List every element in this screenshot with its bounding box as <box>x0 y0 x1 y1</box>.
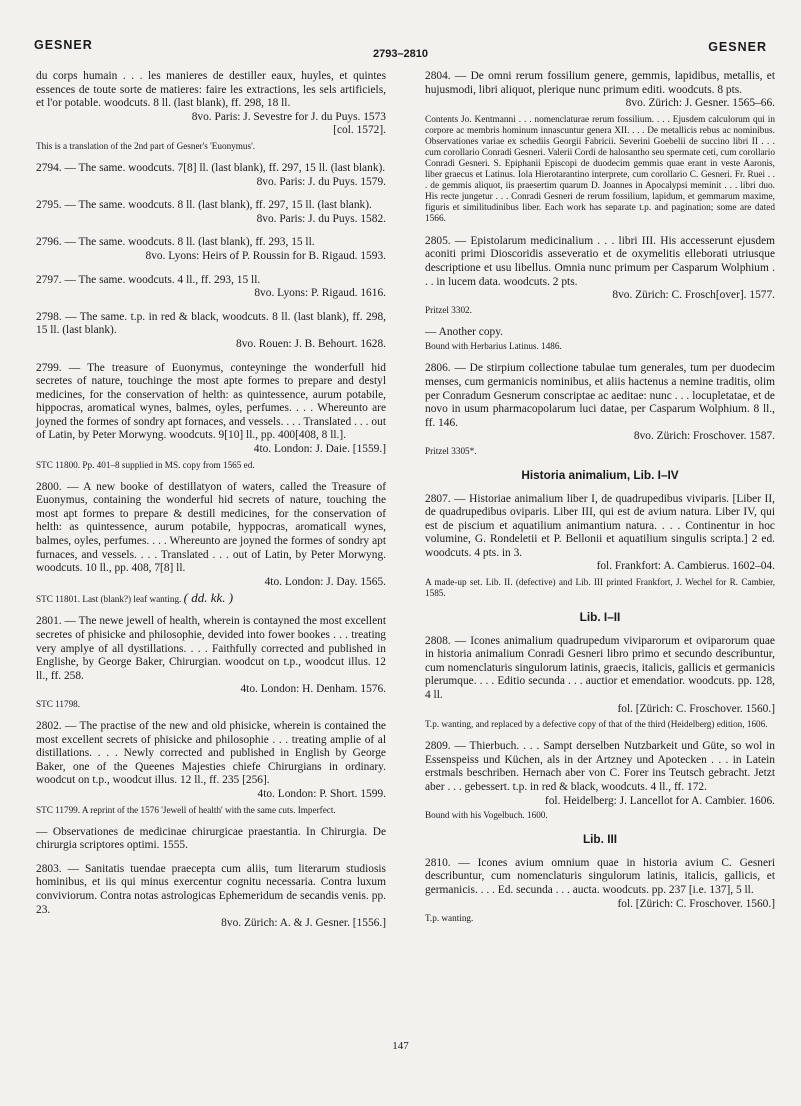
section-heading-lib-iii: Lib. III <box>582 832 618 847</box>
entry-note: Bound with Herbarius Latinus. 1486. <box>425 341 562 352</box>
entry-2794 <box>36 162 386 189</box>
entry-imprint: 8vo. Zürich: C. Frosch[over]. 1577. <box>612 289 775 302</box>
entry-imprint: fol. Frankfort: A. Cambierus. 1602–04. <box>596 560 775 573</box>
entry-note: STC 11798. <box>36 698 81 709</box>
running-header <box>34 38 767 64</box>
entry-imprint: 8vo. Lyons: P. Rigaud. 1616. <box>254 287 386 300</box>
entry-imprint: 8vo. Rouen: J. B. Behourt. 1628. <box>236 337 386 350</box>
entry-note: This is a translation of the 2nd part of Gesner's 'Euonymus'. <box>36 140 256 151</box>
entry-text: 2806. — De stirpium collectione tabulae tum generales, tum per duodecim menses, cum germanicis nominibus, et aliis hactenus a nemine traditis, olim per Conradum Gesnerum conscriptae ac aeditae: nunc . . . locupletatae, et de novo in usum pharmacopolarum luci datae, per Casparum Wolphium. 8 ll., ff. 146. <box>425 362 775 429</box>
entry-note: A made-up set. Lib. II. (defective) and Lib. III printed Frankfort, J. Wechel for R. Cambier, 1585. <box>425 577 775 599</box>
entry-text: 2799. — The treasure of Euonymus, conteyninge the wonderfull hid secretes of nature, touchinge the most apte formes to prepare and destyl medicines, for the conservation of helth: as quintessence, aurum potabile, hippocras, aromatical wynes, balmes, oyles, perfumes. . . . Whereunto are joyned the formes of sondry apt fornaces, and vessels. . . . Translated . . . out of Latin, by Peter Morwyng. woodcuts. 9[10] ll., pp. 400[408, 8 ll.]. <box>36 361 386 442</box>
entry-note: Bound with his Vogelbuch. 1600. <box>425 810 548 821</box>
entry-note <box>36 592 386 605</box>
entry-text: — Another copy. <box>425 325 504 338</box>
entry-imprint: fol. [Zürich: C. Froschover. 1560.] <box>617 897 775 910</box>
entry-2807 <box>425 493 775 600</box>
entry-text: — Observationes de medicinae chirurgicae praestantia. In Chirurgia. De chirurgia scriptores optimi. 1555. <box>36 825 386 852</box>
handwritten-annotation: ( dd. kk. ) <box>183 590 234 606</box>
entry-imprint: 8vo. Zürich: J. Gesner. 1565–66. <box>625 97 775 110</box>
entry-text: 2800. — A new booke of destillatyon of waters, called the Treasure of Euonymus, containing the wonderful hid secrets of nature, touching the most apt formes to prepare & destill medicines, for the conservation of helth: as quintessence, aurum potabile, hyppocras, aromaticall wynes, balmes, oyles, perfumes. . . . Whereunto are joyned the formes of sondry apt furnaces, and vessels. . . . Translated . . . out of Latin, by Peter Morwyng. woodcuts. 10 ll., pp. 408, 7[8] ll. <box>36 480 386 575</box>
left-column <box>36 70 386 941</box>
note-text: STC 11801. Last (blank?) leaf wanting. <box>36 594 182 605</box>
entry-text: 2794. — The same. woodcuts. 7[8] ll. (last blank), ff. 297, 15 ll. (last blank). <box>36 161 386 174</box>
entry-2806 <box>425 362 775 457</box>
entry-text: 2797. — The same. woodcuts. 4 ll., ff. 293, 15 ll. <box>36 273 261 286</box>
entry-imprint-colophon: [col. 1572]. <box>333 124 386 137</box>
entry-imprint: 4to. London: H. Denham. 1576. <box>240 683 386 696</box>
entry-imprint: 8vo. Paris: J. du Puys. 1579. <box>256 175 386 188</box>
entry-imprint: 4to. London: J. Day. 1565. <box>264 575 386 588</box>
header-left-author: GESNER <box>34 38 93 52</box>
entry-2797 <box>36 274 386 301</box>
entry-text: 2795. — The same. woodcuts. 8 ll. (last blank), ff. 297, 15 ll. (last blank). <box>36 199 372 212</box>
entry-2805 <box>425 235 775 316</box>
entry-text: 2805. — Epistolarum medicinalium . . . libri III. His accesserunt ejusdem aconiti primi Dioscoridis asseveratio et de oxymelitis elleborati utriusque descriptione et usu libellus. Omnia nunc primum per Casparum Wolphium . . . in lucem data. woodcuts. 2 pts. <box>425 234 775 288</box>
entry-2803 <box>36 863 386 931</box>
entry-2810 <box>425 857 775 924</box>
entry-2804 <box>425 70 775 225</box>
entry-2801 <box>36 615 386 710</box>
page-number: 147 <box>392 1040 409 1052</box>
right-column <box>425 70 775 934</box>
entry-text: 2802. — The practise of the new and old phisicke, wherein is contained the most excellent secrets of phisicke and philosophie . . . treating amplie of al distillations. . . . Newly corrected and published in English by George Baker, one of the Queenes Majesties chiefe Chirurgians in ordinary. woodcut on t.p., woodcut illus. 12 ll., ff. 235 [256]. <box>36 719 386 787</box>
entry-imprint: 8vo. Paris: J. du Puys. 1582. <box>256 212 386 225</box>
entry-text: 2809. — Thierbuch. . . . Sampt derselben Nutzbarkeit und Güte, so wol in Essenspeiss und Küchen, als in der Artzney und Apotecken . . . in Latein erstmals beschriben. Hernach aber von C. Forer ins Teutsch gebracht. Jetzt aber . . . gebessert. t.p. in red & black, woodcuts. 4 ll., ff. 172. <box>425 740 775 793</box>
entry-2800 <box>36 481 386 606</box>
entry-note: Pritzel 3305*. <box>425 445 477 456</box>
entry-text: 2808. — Icones animalium quadrupedum viviparorum et oviparorum quae in historia animalium Conradi Gesneri libro primo et secundo describuntur, cum nomenclaturis singulorum latinis, graecis, italicis, gallicis et germanicis plerumque. . . . Editio secunda . . . auctior et emendatior. woodcuts. pp. 128, 4 ll. <box>425 634 775 702</box>
entry-contents-note: Contents Jo. Kentmanni . . . nomenclaturae rerum fossilium. . . . Ejusdem calculorum qui in corpore ac membris hominum innascuntur genera XII. . . . De metallicis rebus ac nominibus. Observationes variae ex schediis Georgii Fabricii. Severini Goebelii de succino libri II . . . cum corollario Conradi Gesneri. Valerii Cordi de halosantho seu spermate ceti, cum corollario Conradi Gesneri. S. Epiphanii Episcopi de duodecim gemmis quae erant in veste Aaronis, liber graecus et Latinus. Iola Hierotarantino interprete, cum corollario C. Gesneri. Fr. Ruei . . . de gemmis aliquot, iis praesertim quarum D. Joannes in Apocalypsi meminit . . . libri duo. His recte jungetur . . . Conradi Gesneri de rerum fossilium, lapidum, et gemmarum maxime, figuris et similitudinibus liber. Each work has separate t.p. and pagination; some are dated 1566. <box>425 114 775 224</box>
entry-text: 2801. — The newe jewell of health, wherein is contayned the most excellent secretes of phisicke and philosophie, devided into fower bookes . . . treating very amplye of all dystillations. . . . Faithfully corrected and published in Englishe, by George Baker, Chirurgian. woodcut on t.p., woodcut illus. 12 ll., ff. 258. <box>36 615 386 682</box>
entry-2808 <box>425 635 775 731</box>
section-heading-lib-i-ii: Lib. I–II <box>579 610 621 625</box>
entry-2805-another-copy <box>425 326 775 353</box>
entry-2795 <box>36 199 386 226</box>
entry-note: Pritzel 3302. <box>425 304 472 315</box>
entry-imprint: 8vo. Lyons: Heirs of P. Roussin for B. Rigaud. 1593. <box>145 249 386 262</box>
entry-text: 2810. — Icones avium omnium quae in historia avium C. Gesneri describuntur, cum nomenclaturis singulorum latinis, italicis, gallicis, et germanicis. . . . Ed. secunda . . . aucta. woodcuts. pp. 237 [i.e. 137], 5 ll. <box>425 856 775 896</box>
header-entry-range: 2793–2810 <box>372 48 429 60</box>
entry-text: 2803. — Sanitatis tuendae praecepta cum aliis, tum literarum studiosis hominibus, et iis qui minus exercentur cognitu necessaria. Contra luxum conviviorum. Contra notas astrologicas Ephemeridum de secandis venis. pp. 23. <box>36 862 386 916</box>
entry-note: STC 11800. Pp. 401–8 supplied in MS. copy from 1565 ed. <box>36 459 255 470</box>
entry-note: STC 11799. A reprint of the 1576 'Jewell of health' with the same cuts. Imperfect. <box>36 804 336 815</box>
entry-text: 2804. — De omni rerum fossilium genere, gemmis, lapidibus, metallis, et hujusmodi, libri aliquot, plerique nunc primum editi. woodcuts. 8 pts. <box>425 70 775 96</box>
entry-imprint: 8vo. Zürich: A. & J. Gesner. [1556.] <box>221 917 386 930</box>
entry-note: T.p. wanting. <box>425 913 474 924</box>
entry-2799 <box>36 362 386 471</box>
section-heading-historia-animalium: Historia animalium, Lib. I–IV <box>521 467 679 482</box>
entry-imprint: 4to. London: P. Short. 1599. <box>257 787 386 800</box>
entry-imprint: fol. Heidelberg: J. Lancellot for A. Cambier. 1606. <box>544 794 775 807</box>
entry-text: 2807. — Historiae animalium liber I, de quadrupedibus viviparis. [Liber II, de quadrupedibus oviparis. Liber III, qui est de avium natura. Liber IV, qui est de piscium et aquatilium animantium natura. . . . Continentur in hoc volumine, G. Rondeletii et P. Bellonii et aquatilium singulis scripta.] 2 ed. woodcuts. 4 pts. in 3. <box>425 492 775 559</box>
entry-text: du corps humain . . . les manieres de destiller eaux, huyles, et quintes essences de toute sorte de matieres: faire les extractions, les sels artificiels, et l'or potable. woodcuts. 8 ll. (last blank), ff. 298, 18 ll. <box>36 70 386 110</box>
entry-2792-continued <box>36 70 386 152</box>
entry-2798 <box>36 311 386 352</box>
entry-2796 <box>36 236 386 263</box>
entry-2802 <box>36 720 386 816</box>
entry-observationes-cross-reference <box>36 826 386 853</box>
entry-imprint: 8vo. Paris: J. Sevestre for J. du Puys. 1573 <box>191 110 386 123</box>
entry-imprint: 8vo. Zürich: Froschover. 1587. <box>633 430 775 443</box>
entry-imprint: fol. [Zürich: C. Froschover. 1560.] <box>617 702 775 715</box>
header-right-author: GESNER <box>708 40 767 54</box>
entry-text: 2798. — The same. t.p. in red & black, woodcuts. 8 ll. (last blank), ff. 298, 15 ll. (last blank). <box>36 310 386 337</box>
entry-text: 2796. — The same. woodcuts. 8 ll. (last blank), ff. 293, 15 ll. <box>36 236 315 249</box>
entry-2809 <box>425 740 775 821</box>
entry-imprint: 4to. London: J. Daie. [1559.] <box>253 443 386 456</box>
entry-note: T.p. wanting, and replaced by a defective copy of that of the third (Heidelberg) edition, 1606. <box>425 719 768 730</box>
